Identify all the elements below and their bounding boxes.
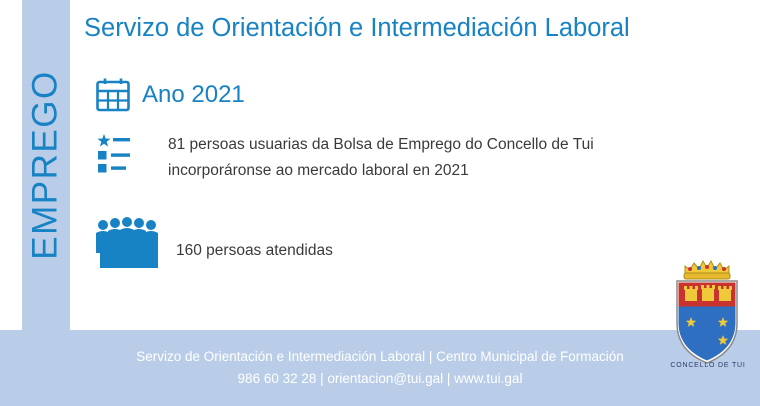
footer bbox=[0, 330, 760, 406]
vertical-band-label-wrapper bbox=[22, 0, 70, 330]
year-row bbox=[96, 78, 245, 112]
crest-caption: CONCELLO DE TUI bbox=[670, 362, 746, 369]
page-title: Servizo de Orientación e Intermediación Laboral bbox=[84, 14, 630, 42]
concello-de-tui-coat-of-arms bbox=[665, 255, 749, 375]
bullet-list-star-icon bbox=[96, 132, 130, 176]
vertical-band-label: EMPREGO bbox=[26, 70, 66, 260]
list-row bbox=[96, 132, 698, 184]
people-row bbox=[96, 216, 333, 268]
footer-line-1: Servizo de Orientación e Intermediación Laboral | Centro Municipal de Formación bbox=[136, 349, 624, 364]
group-of-people-icon bbox=[96, 216, 162, 268]
footer-line-2: 986 60 32 28 | orientacion@tui.gal | www.tui.gal bbox=[237, 371, 523, 386]
people-row-text: 160 persoas atendidas bbox=[176, 242, 333, 259]
list-row-text: 81 persoas usuarias da Bolsa de Emprego do Concello de Tui incorporáronse ao mercado laboral en 2021 bbox=[168, 136, 594, 179]
year-label: Ano 2021 bbox=[142, 81, 245, 108]
calendar-icon bbox=[96, 78, 130, 112]
